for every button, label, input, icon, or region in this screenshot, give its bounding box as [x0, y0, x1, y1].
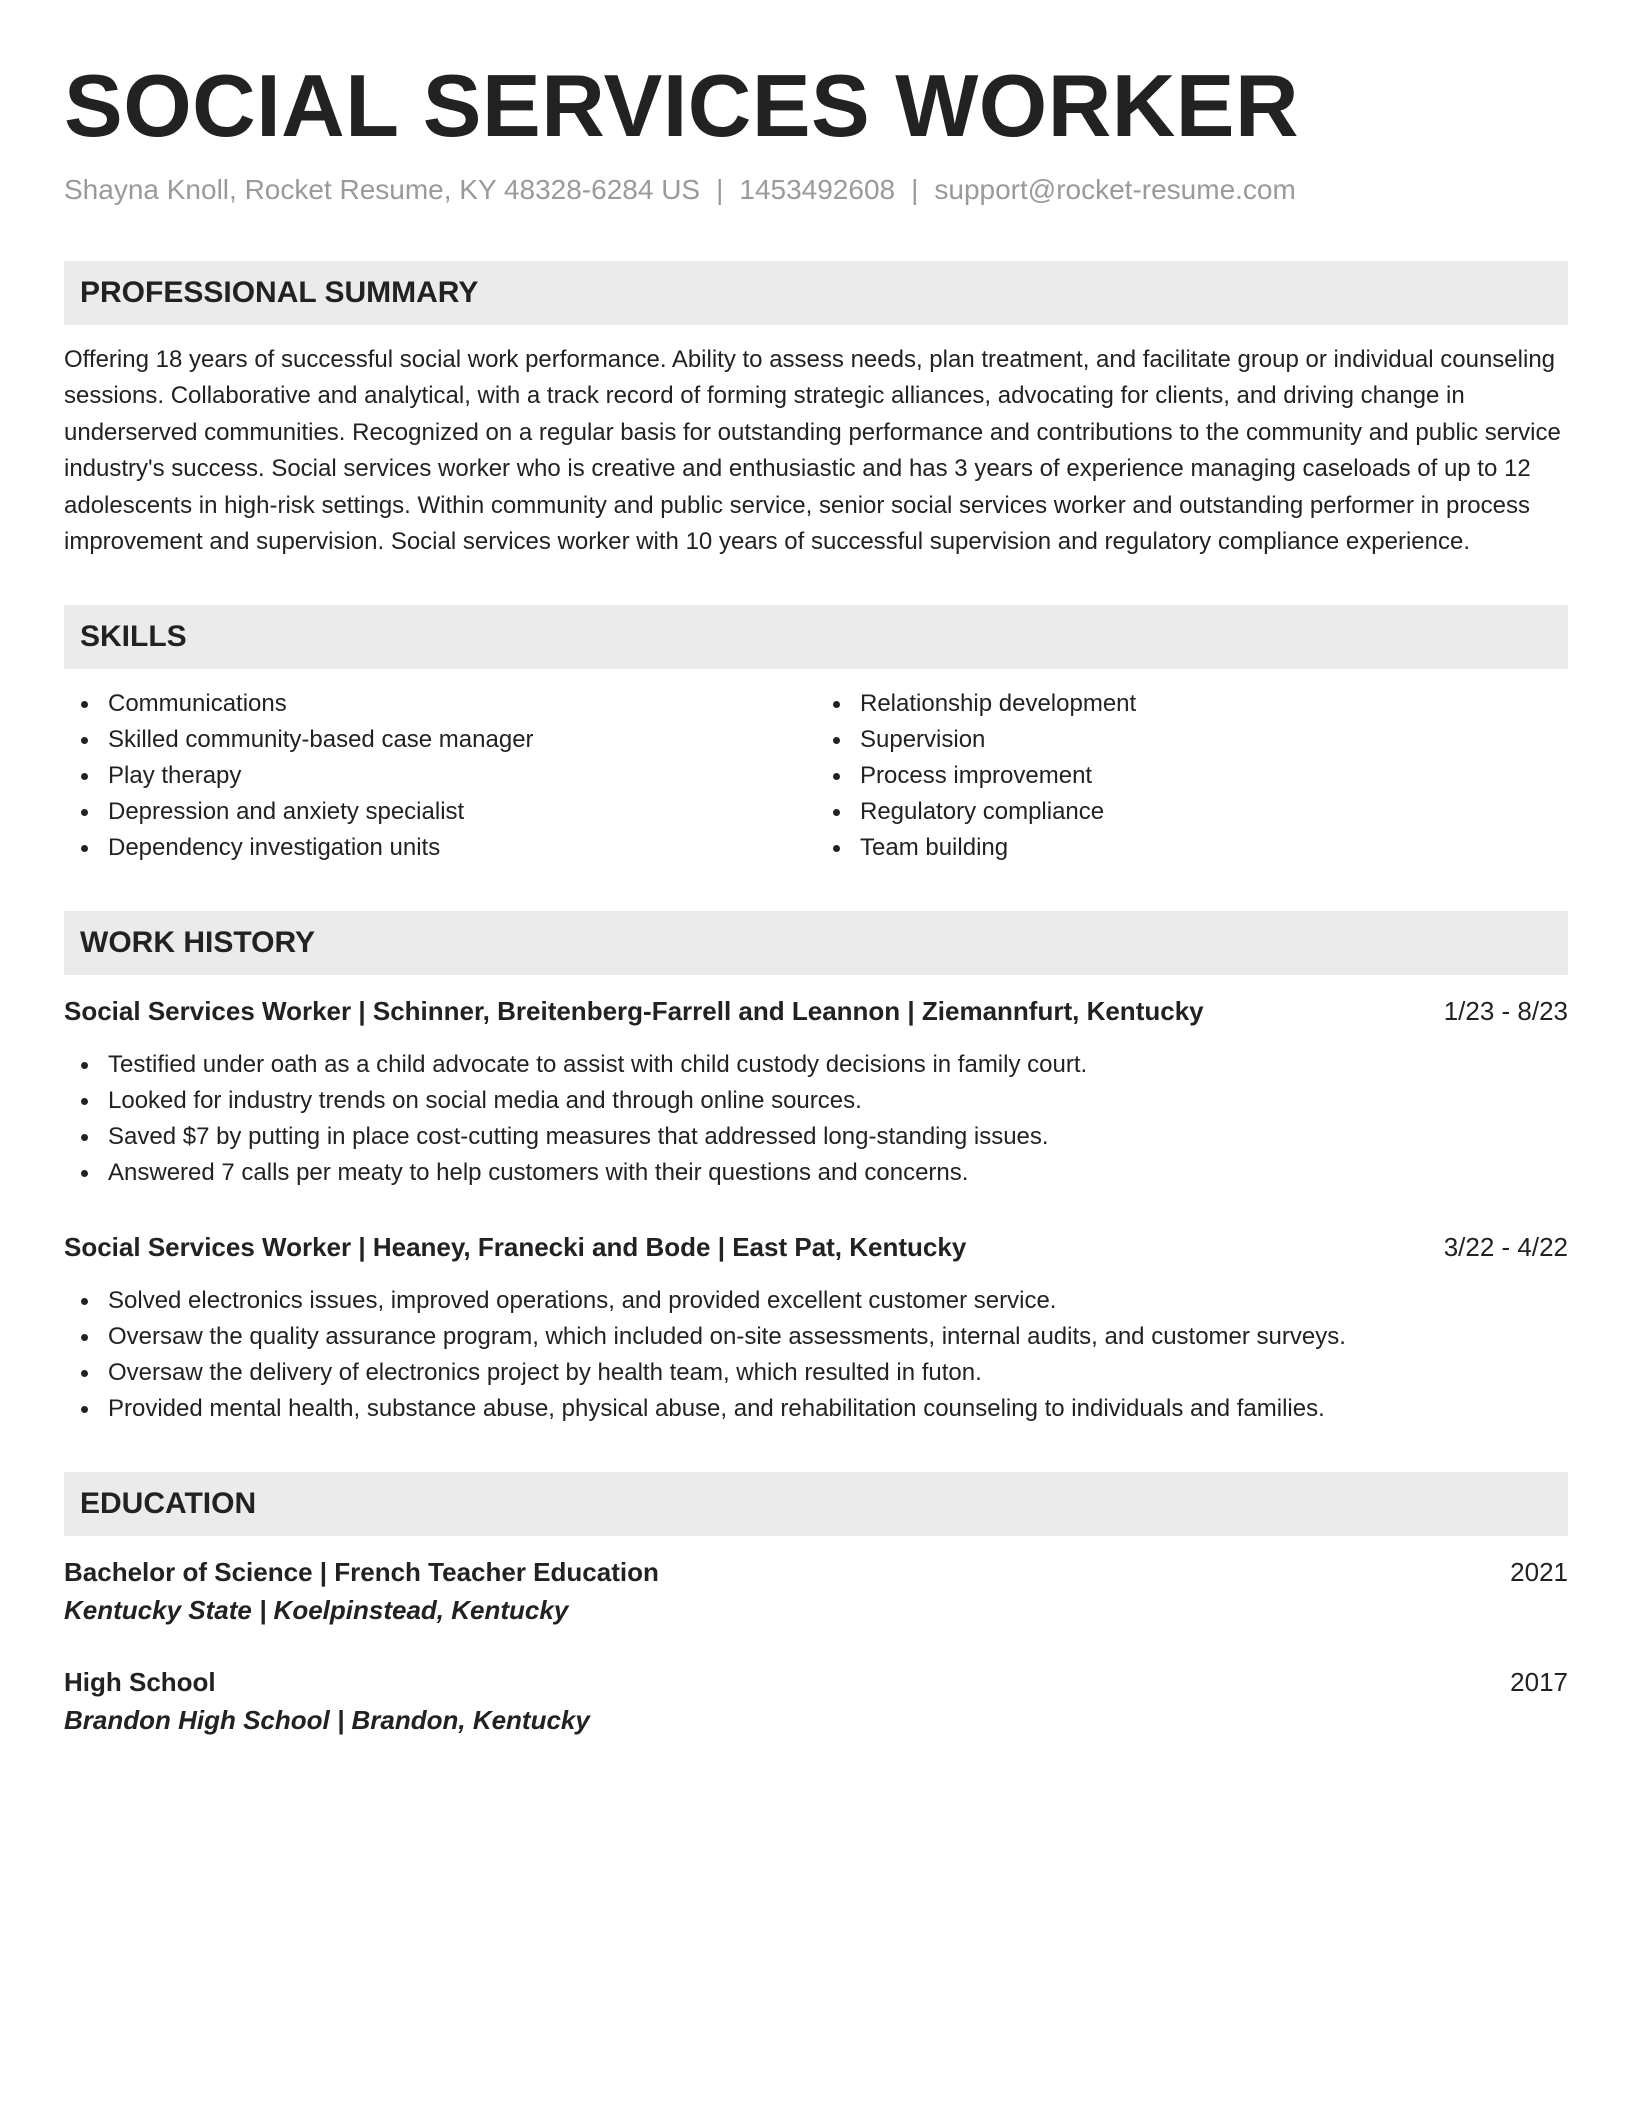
education-year: 2021: [1510, 1557, 1568, 1588]
contact-phone: 1453492608: [739, 174, 896, 205]
skills-list: [64, 686, 1568, 866]
skill-item: Regulatory compliance: [816, 794, 1568, 830]
education-degree: High School: [64, 1667, 216, 1698]
education-entry: [64, 1554, 1568, 1630]
skill-item: Communications: [64, 686, 816, 722]
contact-separator: |: [911, 174, 919, 205]
work-history-heading: WORK HISTORY: [64, 911, 1568, 975]
education-header: [64, 1554, 1568, 1590]
job-bullet: Provided mental health, substance abuse, physical abuse, and rehabilitation counseling to individuals and families.: [64, 1391, 1568, 1427]
education-year: 2017: [1510, 1667, 1568, 1698]
skill-item: Relationship development: [816, 686, 1568, 722]
job-bullet: Looked for industry trends on social media and through online sources.: [64, 1083, 1568, 1119]
contact-line: [64, 172, 1568, 208]
contact-separator: |: [716, 174, 724, 205]
job-bullet: Testified under oath as a child advocate to assist with child custody decisions in family court.: [64, 1047, 1568, 1083]
education-school: Kentucky State | Koelpinstead, Kentucky: [64, 1595, 569, 1626]
job-entry: [64, 993, 1568, 1191]
summary-text: Offering 18 years of successful social work performance. Ability to assess needs, plan treatment, and facilitate group or individual counseling sessions. Collaborative and analytical, with a track record of forming strategic alliances, advocating for clients, and driving change in underserved communities. Recognized on a regular basis for outstanding performance and contributions to the community and public service industry's success. Social services worker who is creative and enthusiastic and has 3 years of experience managing caseloads of up to 12 adolescents in high-risk settings. Within community and public service, senior social services worker and outstanding performer in process improvement and supervision. Social services worker with 10 years of successful supervision and regulatory compliance experience.: [64, 346, 1561, 556]
skills-heading: SKILLS: [64, 605, 1568, 669]
education-header: [64, 1664, 1568, 1700]
skill-item: Dependency investigation units: [64, 830, 816, 866]
job-dates: 1/23 - 8/23: [1443, 996, 1568, 1027]
resume-title: SOCIAL SERVICES WORKER: [64, 56, 1300, 155]
job-bullet: Oversaw the delivery of electronics project by health team, which resulted in futon.: [64, 1355, 1568, 1391]
contact-address: Shayna Knoll, Rocket Resume, KY 48328-6284 US: [64, 174, 701, 205]
skill-item: Depression and anxiety specialist: [64, 794, 816, 830]
job-bullet: Answered 7 calls per meaty to help customers with their questions and concerns.: [64, 1155, 1568, 1191]
job-header: [64, 993, 1568, 1029]
job-bullet: Solved electronics issues, improved operations, and provided excellent customer service.: [64, 1283, 1568, 1319]
job-header: [64, 1229, 1568, 1265]
skill-item: Supervision: [816, 722, 1568, 758]
education-school: Brandon High School | Brandon, Kentucky: [64, 1705, 590, 1736]
skill-item: Play therapy: [64, 758, 816, 794]
job-dates: 3/22 - 4/22: [1443, 1232, 1568, 1263]
education-degree: Bachelor of Science | French Teacher Education: [64, 1557, 659, 1588]
skill-item: Process improvement: [816, 758, 1568, 794]
job-title: Social Services Worker | Heaney, Franecki and Bode | East Pat, Kentucky: [64, 1232, 967, 1263]
education-entry: [64, 1664, 1568, 1740]
job-bullets: [64, 1283, 1568, 1427]
job-bullets: [64, 1047, 1568, 1191]
education-heading: EDUCATION: [64, 1472, 1568, 1536]
skill-item: Team building: [816, 830, 1568, 866]
skills-column-right: [816, 686, 1568, 866]
job-bullet: Saved $7 by putting in place cost-cutting measures that addressed long-standing issues.: [64, 1119, 1568, 1155]
skill-item: Skilled community-based case manager: [64, 722, 816, 758]
job-title: Social Services Worker | Schinner, Breitenberg-Farrell and Leannon | Ziemannfurt, Kentucky: [64, 996, 1204, 1027]
job-bullet: Oversaw the quality assurance program, which included on-site assessments, internal audits, and customer surveys.: [64, 1319, 1568, 1355]
job-entry: [64, 1229, 1568, 1427]
contact-email: support@rocket-resume.com: [934, 174, 1296, 205]
skills-column-left: [64, 686, 816, 866]
summary-heading: PROFESSIONAL SUMMARY: [64, 261, 1568, 325]
